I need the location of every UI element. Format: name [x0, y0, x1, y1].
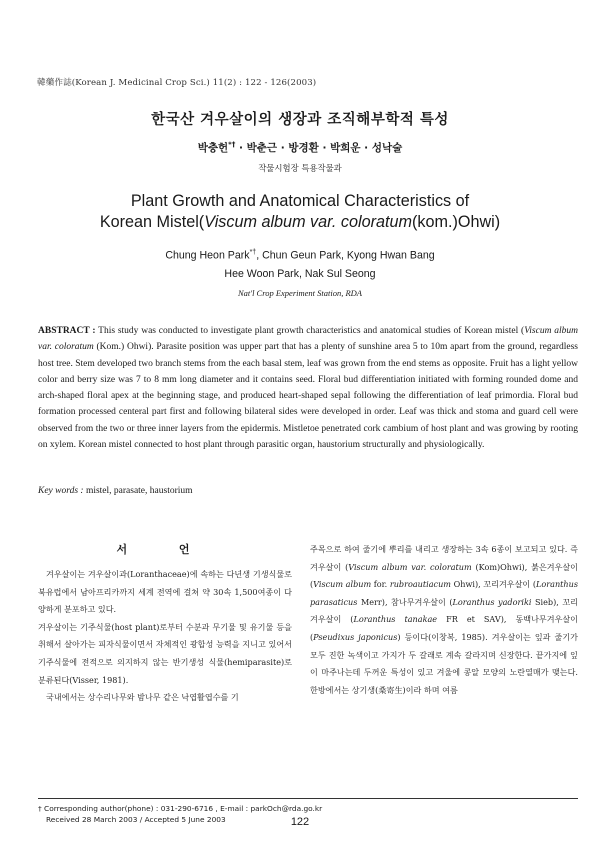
abstract-species: Viscum album var. coloratum — [38, 326, 578, 353]
abstract-label: ABSTRACT : — [38, 326, 96, 336]
korean-authors — [0, 140, 600, 155]
right-text-3: for. — [371, 579, 390, 590]
english-title — [0, 191, 600, 233]
keywords-value: mistel, parasate, haustorium — [83, 486, 193, 496]
footnote-corresponding: † Corresponding author(phone) : 031-290-6716 , E-mail : parkOch@rda.go.kr — [38, 804, 323, 813]
english-authors-line1 — [0, 244, 600, 265]
keywords — [38, 486, 193, 496]
species-loranthus-parasaticus: Loranthus parasaticus — [310, 579, 579, 607]
right-text-8: ) 등이다(이창복, 1985). 겨우살이는 잎과 줄기가 모두 진한 녹색이고 가지가 두 갈래로 계속 갈라지며 신장한다. 끝가지에 잎이 마주나는데 두꺼운 특성이 있고 겨울에 콩알 모양의 노란열매가 맺는다. 한방에서는 상기생(桑寄生)이라 하며 여름 — [310, 631, 578, 695]
right-column — [310, 541, 578, 699]
english-title-post: (kom.)Ohwi) — [412, 213, 501, 231]
journal-citation: 韓藥作誌(Korean J. Medicinal Crop Sci.) 11(2) : 122 - 126(2003) — [37, 78, 317, 88]
species-pseudixus-japonicus: Pseudixus japonicus — [313, 631, 398, 642]
corresponding-mark: *† — [228, 140, 236, 149]
english-authors — [0, 244, 600, 284]
right-text-1: 주목으로 하여 줄기에 뿌리를 내리고 생장하는 3속 6종이 보고되고 있다. 즉 겨우살이 ( — [310, 544, 578, 572]
species-loranthus-tanakae: Loranthus tanakae — [353, 614, 438, 625]
right-text-6: Sieb), 꼬리겨우살이 ( — [310, 596, 578, 625]
abstract-text-2: (Kom.) Ohwi). Parasite position was upper part that has a plenty of sunshine area 5 to 10m apart from the ground, regardless host tree. Stem developed two branch stems from the each basal stem, leaf was grown from the end stems as opposite. Fruit has a light yellow color and berry size was 7 to 8 mm long diameter and it contains seed. Floral bud differentiation initiated with forming rounded dome and arch-shaped floral apex at the beginning stage, and produced heart-shaped sepal following the differentiation of leaf primordia. Floral bud formation processed centeral part first and following bilateral sides were developed in order. Leaf was thick and stoma and guard cell were observed from the two or three inner layers from the epidermis. Mistletoe penetrated cork cambium of host plant and was growing by rooting on xylem. Korean mistel connected to host plant through parasitic organ, haustorium structurally and physiologically. — [38, 342, 578, 451]
page-number: 122 — [290, 816, 310, 828]
english-title-line2 — [0, 212, 600, 233]
species-loranthus-yadoriki: Loranthus yadoriki — [452, 596, 532, 607]
english-corresponding-mark: *† — [249, 249, 257, 256]
intro-paragraph-1: 겨우살이는 겨우살이과(Loranthaceae)에 속하는 다년생 기생식물로 북유럽에서 남아프리카까지 세계 전역에 걸쳐 약 30속 1,500여종이 다양하게 분포하고 있다. — [38, 569, 292, 615]
keywords-label: Key words : — [38, 486, 84, 496]
right-text-5: Merr), 참나무겨우살이 ( — [357, 596, 453, 607]
korean-first-author: 박충헌 — [197, 142, 229, 154]
right-text-2: (Kom)Ohwi), 붉은겨우살이 ( — [310, 561, 578, 590]
english-title-species: Viscum album var. coloratum — [204, 213, 413, 231]
intro-paragraph-2: 겨우살이는 기주식물(host plant)로부터 수분과 무기물 및 유기물 등을 취해서 살아가는 피자식물이면서 자체적인 광합성 능력을 지니고 있어서 기주식물에 전적으로 의지하지 않는 반기생성 식물(hemiparasite)로 분류된다(Visser, 1981). — [38, 621, 292, 685]
english-affiliation: Nat'l Crop Experiment Station, RDA — [237, 288, 363, 298]
korean-title: 한국산 겨우살이의 생장과 조직해부학적 특성 — [151, 112, 449, 128]
english-title-line1: Plant Growth and Anatomical Characteristics of — [130, 192, 470, 210]
english-other-authors: , Chun Geun Park, Kyong Hwan Bang — [256, 249, 435, 262]
section-heading-introduction: 서 언 — [116, 543, 214, 556]
right-text-4: Ohwi), 꼬리겨우살이 ( — [450, 579, 537, 590]
species-rubroautiacum: rubroautiacum — [389, 579, 451, 590]
species-viscum-album: Viscum album — [313, 579, 372, 590]
korean-affiliation: 작물시험장 특용작물과 — [258, 163, 342, 173]
species-viscum-coloratum: Viscum album var. coloratum — [348, 561, 472, 572]
english-title-pre: Korean Mistel( — [99, 213, 205, 231]
left-column — [38, 566, 292, 707]
abstract-text-1: This study was conducted to investigate plant growth characteristics and anatomical studies of Korean mistel ( — [95, 326, 525, 336]
english-first-author: Chung Heon Park — [165, 249, 250, 262]
english-authors-line2: Hee Woon Park, Nak Sul Seong — [224, 268, 376, 281]
intro-paragraph-3: 국내에서는 상수리나무와 밤나무 같은 낙엽활엽수를 기 — [46, 692, 239, 703]
korean-other-authors: · 박춘근 · 방경환 · 박희운 · 성낙술 — [235, 142, 403, 154]
right-text-7: FR et SAV), 동백나무겨우살이 ( — [310, 614, 578, 642]
footnote-divider — [38, 798, 578, 799]
abstract — [38, 323, 578, 453]
footnote-received: Received 28 March 2003 / Accepted 5 June 2003 — [46, 815, 226, 824]
